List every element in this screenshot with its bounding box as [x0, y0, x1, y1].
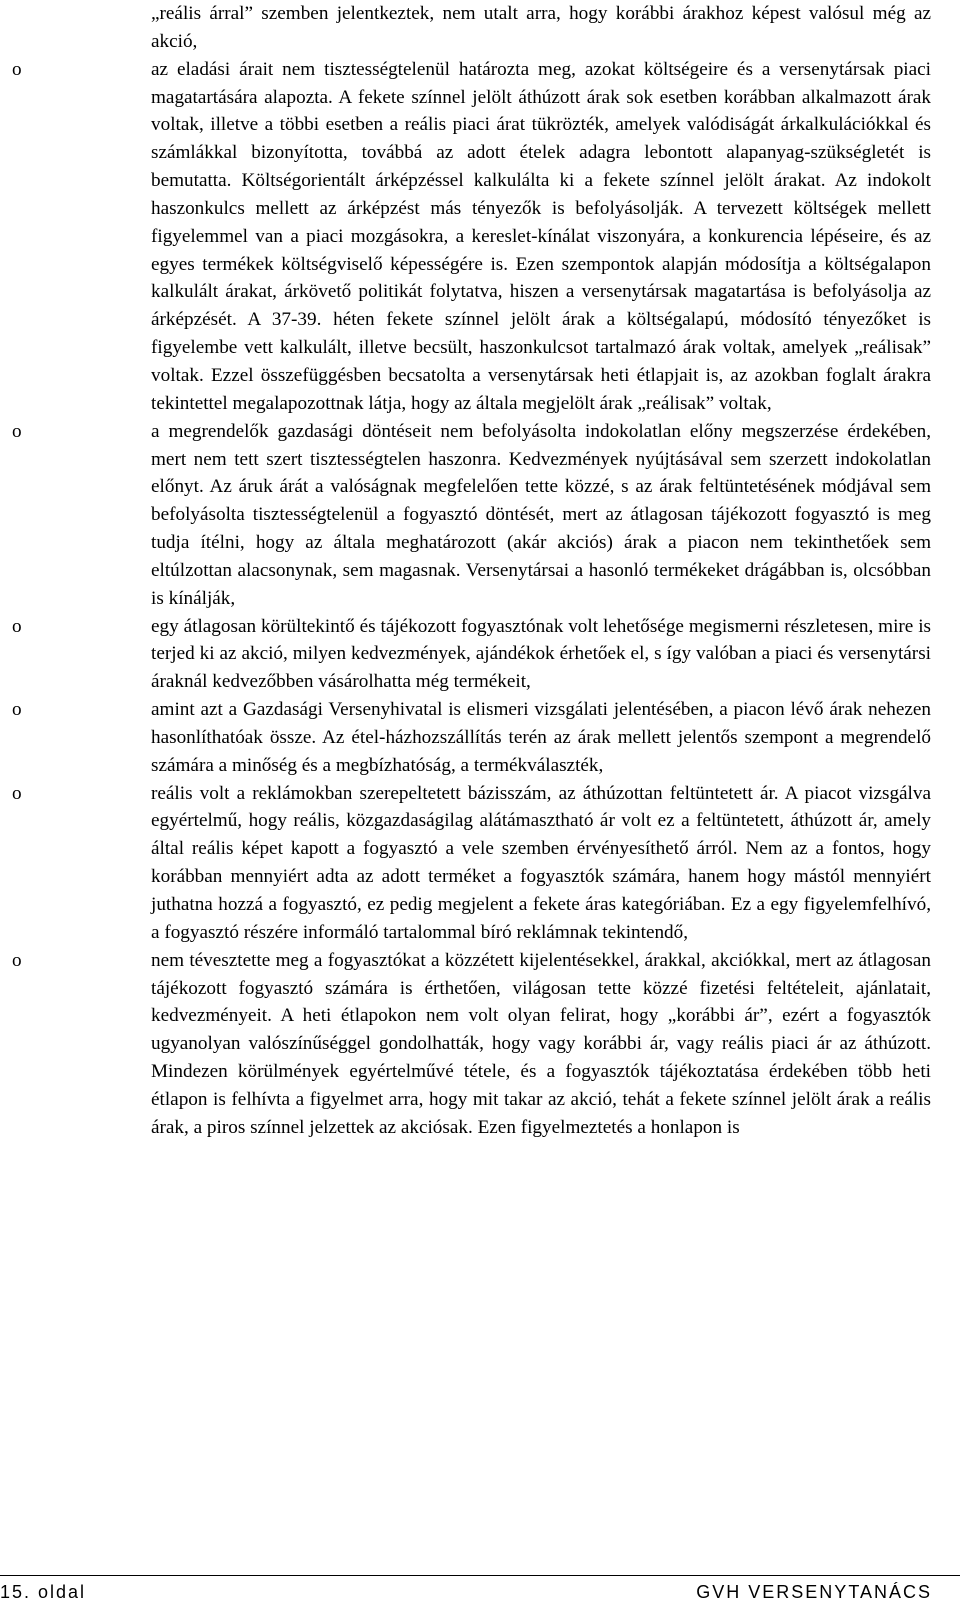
- list-item: [0, 56, 931, 418]
- bullet-marker: o: [12, 58, 22, 80]
- paragraph-continuation: [0, 0, 931, 56]
- list-item-text: az eladási árait nem tisztességtelenül határozta meg, azokat költségeire és a versenytársak piaci magatartására alapozta. A fekete színnel jelölt áthúzott árak sok esetben korábban alkalmazott árak voltak, illetve a többi esetben a reális piaci árat tükrözték, amelyek valódiságát árkalkulációkkal és számlákkal bizonyította, továbbá az adott ételek adagra lebontott alapanyag-szükségletét is bemutatta. Költségorientált árképzéssel kalkulálta ki a fekete színnel jelölt árakat. Az indokolt haszonkulcs mellett az árképzést más tényezők is befolyásolják. A tervezett költségek mellett figyelemmel van a piaci mozgásokra, a kereslet-kínálat viszonyára, a konkurencia lépéseire, és az egyes termékek költségviselő képességére is. Ezen szempontok alapján módosítja a költségalapon kalkulált árakat, árkövető politikát folytatva, hiszen a versenytársak magatartása is befolyásolja az árképzését. A 37-39. héten fekete színnel jelölt árak a költségalapú, módosító tényezőket is figyelembe vett kalkulált, illetve becsült, haszonkulcsot tartalmazó árak voltak, amelyek „reálisak” voltak. Ezzel összefüggésben becsatolta a versenytársak heti étlapjait is, az azokban foglalt árakra tekintettel megalapozottnak látja, hogy az általa megjelölt árak „reálisak” voltak,: [151, 58, 931, 414]
- list-item-text: egy átlagosan körültekintő és tájékozott fogyasztónak volt lehetősége megismerni részletesen, mire is terjed ki az akció, milyen kedvezmények, ajándékok érhetőek el, s így valóban a piaci és versenytársi áraknál kedvezőbben vásárolhatta még termékeit,: [151, 615, 931, 693]
- list-item: [0, 696, 931, 780]
- list-item: [0, 613, 931, 697]
- bullet-marker: o: [12, 420, 22, 442]
- list-item: [0, 780, 931, 947]
- paragraph-text: „reális árral” szemben jelentkeztek, nem utalt arra, hogy korábbi árakhoz képest valósul még az akció,: [151, 3, 931, 52]
- list-item-text: reális volt a reklámokban szerepeltetett bázisszám, az áthúzottan feltüntetett ár. A piacot vizsgálva egyértelmű, hogy reális, közgazdaságilag alátámasztható ár volt ez a feltüntetett, áthúzott ár, amely által reális képet kapott a fogyasztó a vele szemben érvényesíthető árról. Nem az a fontos, hogy korábban mennyiért adta az adott terméket a fogyasztók számára, hanem hogy mástól mennyiért juthatna hozzá a fogyasztó, ez pedig megjelent a fekete áras kategóriában. Ez a egy figyelemfelhívó, a fogyasztó részére informáló tartalommal bíró reklámnak tekintendő,: [151, 782, 931, 943]
- bullet-marker: o: [12, 949, 22, 971]
- list-item: [0, 418, 931, 613]
- list-item-text: a megrendelők gazdasági döntéseit nem befolyásolta indokolatlan előny megszerzése érdekében, mert nem tett szert tisztességtelen haszonra. Kedvezmények nyújtásával sem szerzett indokolatlan előnyt. Az áruk árát a valóságnak megfelelően tette közzé, s az árak feltüntetésének módjával sem befolyásolta tisztességtelenül a fogyasztó döntését, mert az átlagosan tájékozott fogyasztó is meg tudja ítélni, hogy az általa meghatározott (akár akciós) árak a piacon nem tekinthetőek sem eltúlzottan alacsonynak, sem magasnak. Versenytársai a hasonló termékeket drágábban is, olcsóbban is kínálják,: [151, 420, 931, 609]
- organization-name: GVH VERSENYTANÁCS: [696, 1582, 932, 1602]
- bullet-marker: o: [12, 615, 22, 637]
- list-item-text: nem tévesztette meg a fogyasztókat a közzétett kijelentésekkel, árakkal, akciókkal, mert az átlagosan tájékozott fogyasztó számára is érthetően, világosan tette közzé fizetési feltételeit, ajánlatait, kedvezményeit. A heti étlapokon nem volt olyan felirat, hogy „korábbi ár”, ezért a fogyasztók ugyanolyan valószínűséggel gondolhatták, hogy vagy korábbi ár, vagy reális piaci ár az áthúzott. Mindezen körülmények egyértelművé tétele, és a fogyasztók tájékoztatása érdekében több heti étlapon is felhívta a figyelmet arra, hogy mit takar az akció, tehát a fekete színnel jelölt árak a reális árak, a piros színnel jelzettek az akciósak. Ezen figyelmeztetés a honlapon is: [151, 949, 931, 1138]
- page-number: 15. oldal: [0, 1582, 87, 1602]
- list-item: [0, 947, 931, 1142]
- list-item-text: amint azt a Gazdasági Versenyhivatal is elismeri vizsgálati jelentésében, a piacon lévő árak nehezen hasonlíthatóak össze. Az étel-házhozszállítás terén az árak mellett jelentős szempont a megrendelő számára a minőség és a megbízhatóság, a termékválaszték,: [151, 699, 931, 776]
- footer-divider: [0, 1575, 960, 1576]
- bullet-marker: o: [12, 699, 22, 721]
- bullet-marker: o: [12, 782, 22, 804]
